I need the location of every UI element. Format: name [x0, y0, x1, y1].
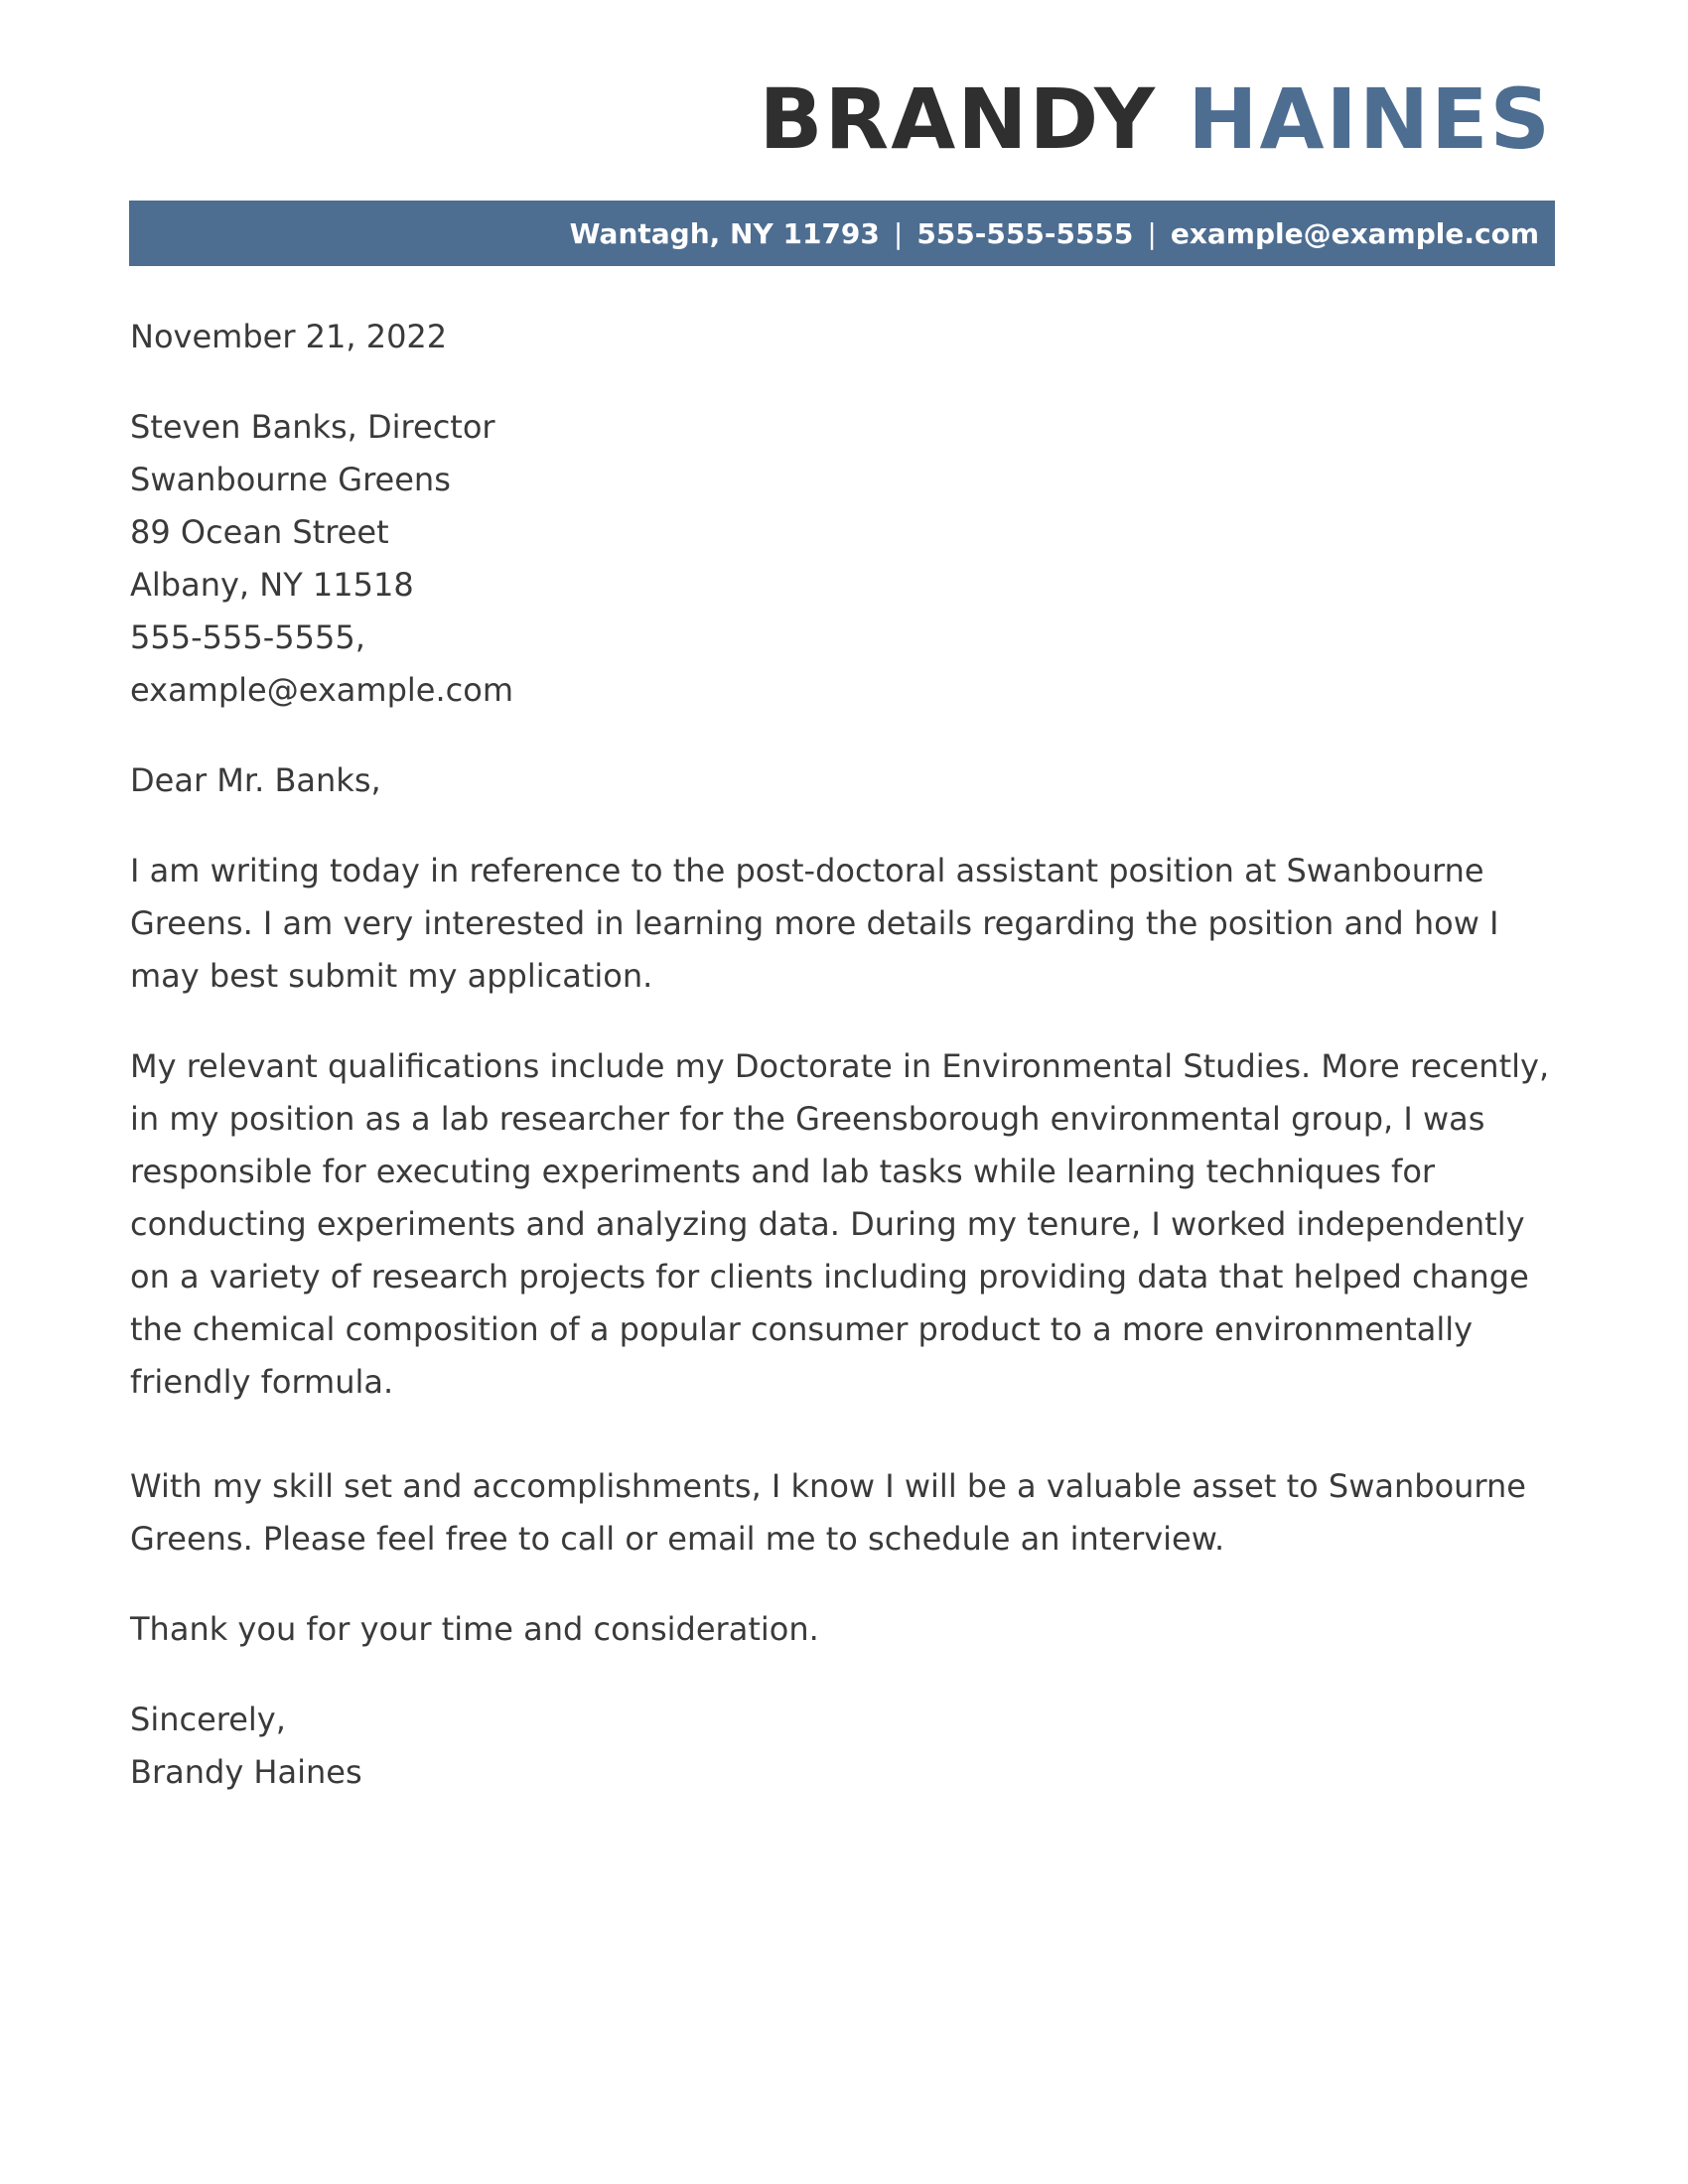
- recipient-phone: 555-555-5555,: [130, 618, 365, 656]
- contact-separator: |: [1147, 216, 1157, 250]
- signature-block: [130, 1694, 1560, 1799]
- contact-separator: |: [893, 216, 904, 250]
- body-paragraph: Thank you for your time and consideration.: [130, 1610, 819, 1648]
- contact-phone: 555-555-5555: [916, 216, 1134, 250]
- applicant-name: [759, 70, 1552, 168]
- recipient-name-title: Steven Banks, Director: [130, 408, 495, 446]
- salutation: Dear Mr. Banks,: [130, 761, 381, 799]
- body-paragraph: With my skill set and accomplishments, I know I will be a valuable asset to Swanbourne Greens. Please feel free to call or email me to schedule an interview.: [130, 1467, 1526, 1558]
- body-paragraph: I am writing today in reference to the post-doctoral assistant position at Swanbourne Greens. I am very interested in learning more details regarding the position and how I may best submit my application.: [130, 852, 1499, 995]
- contact-bar: [129, 201, 1555, 266]
- recipient-address: [130, 401, 1560, 717]
- closing: Sincerely,: [130, 1701, 286, 1738]
- contact-location: Wantagh, NY 11793: [569, 216, 880, 250]
- recipient-email: example@example.com: [130, 671, 513, 709]
- recipient-company: Swanbourne Greens: [130, 461, 451, 498]
- recipient-street: 89 Ocean Street: [130, 513, 389, 551]
- applicant-first-name: BRANDY: [759, 70, 1157, 168]
- contact-email: example@example.com: [1170, 216, 1539, 250]
- signature-name: Brandy Haines: [130, 1753, 362, 1791]
- letter-date: November 21, 2022: [130, 318, 448, 355]
- body-paragraph: My relevant qualifications include my Doctorate in Environmental Studies. More recently, in my position as a lab researcher for the Greensborough environmental group, I was responsible for executing experiments and lab tasks while learning techniques for conducting experiments and analyzing data. During my tenure, I worked independently on a variety of research projects for clients including providing data that helped change the chemical composition of a popular consumer product to a more environmentally friendly formula.: [130, 1047, 1550, 1401]
- applicant-last-name: HAINES: [1188, 70, 1552, 168]
- letter-body: [130, 311, 1560, 1799]
- recipient-city-state-zip: Albany, NY 11518: [130, 566, 414, 604]
